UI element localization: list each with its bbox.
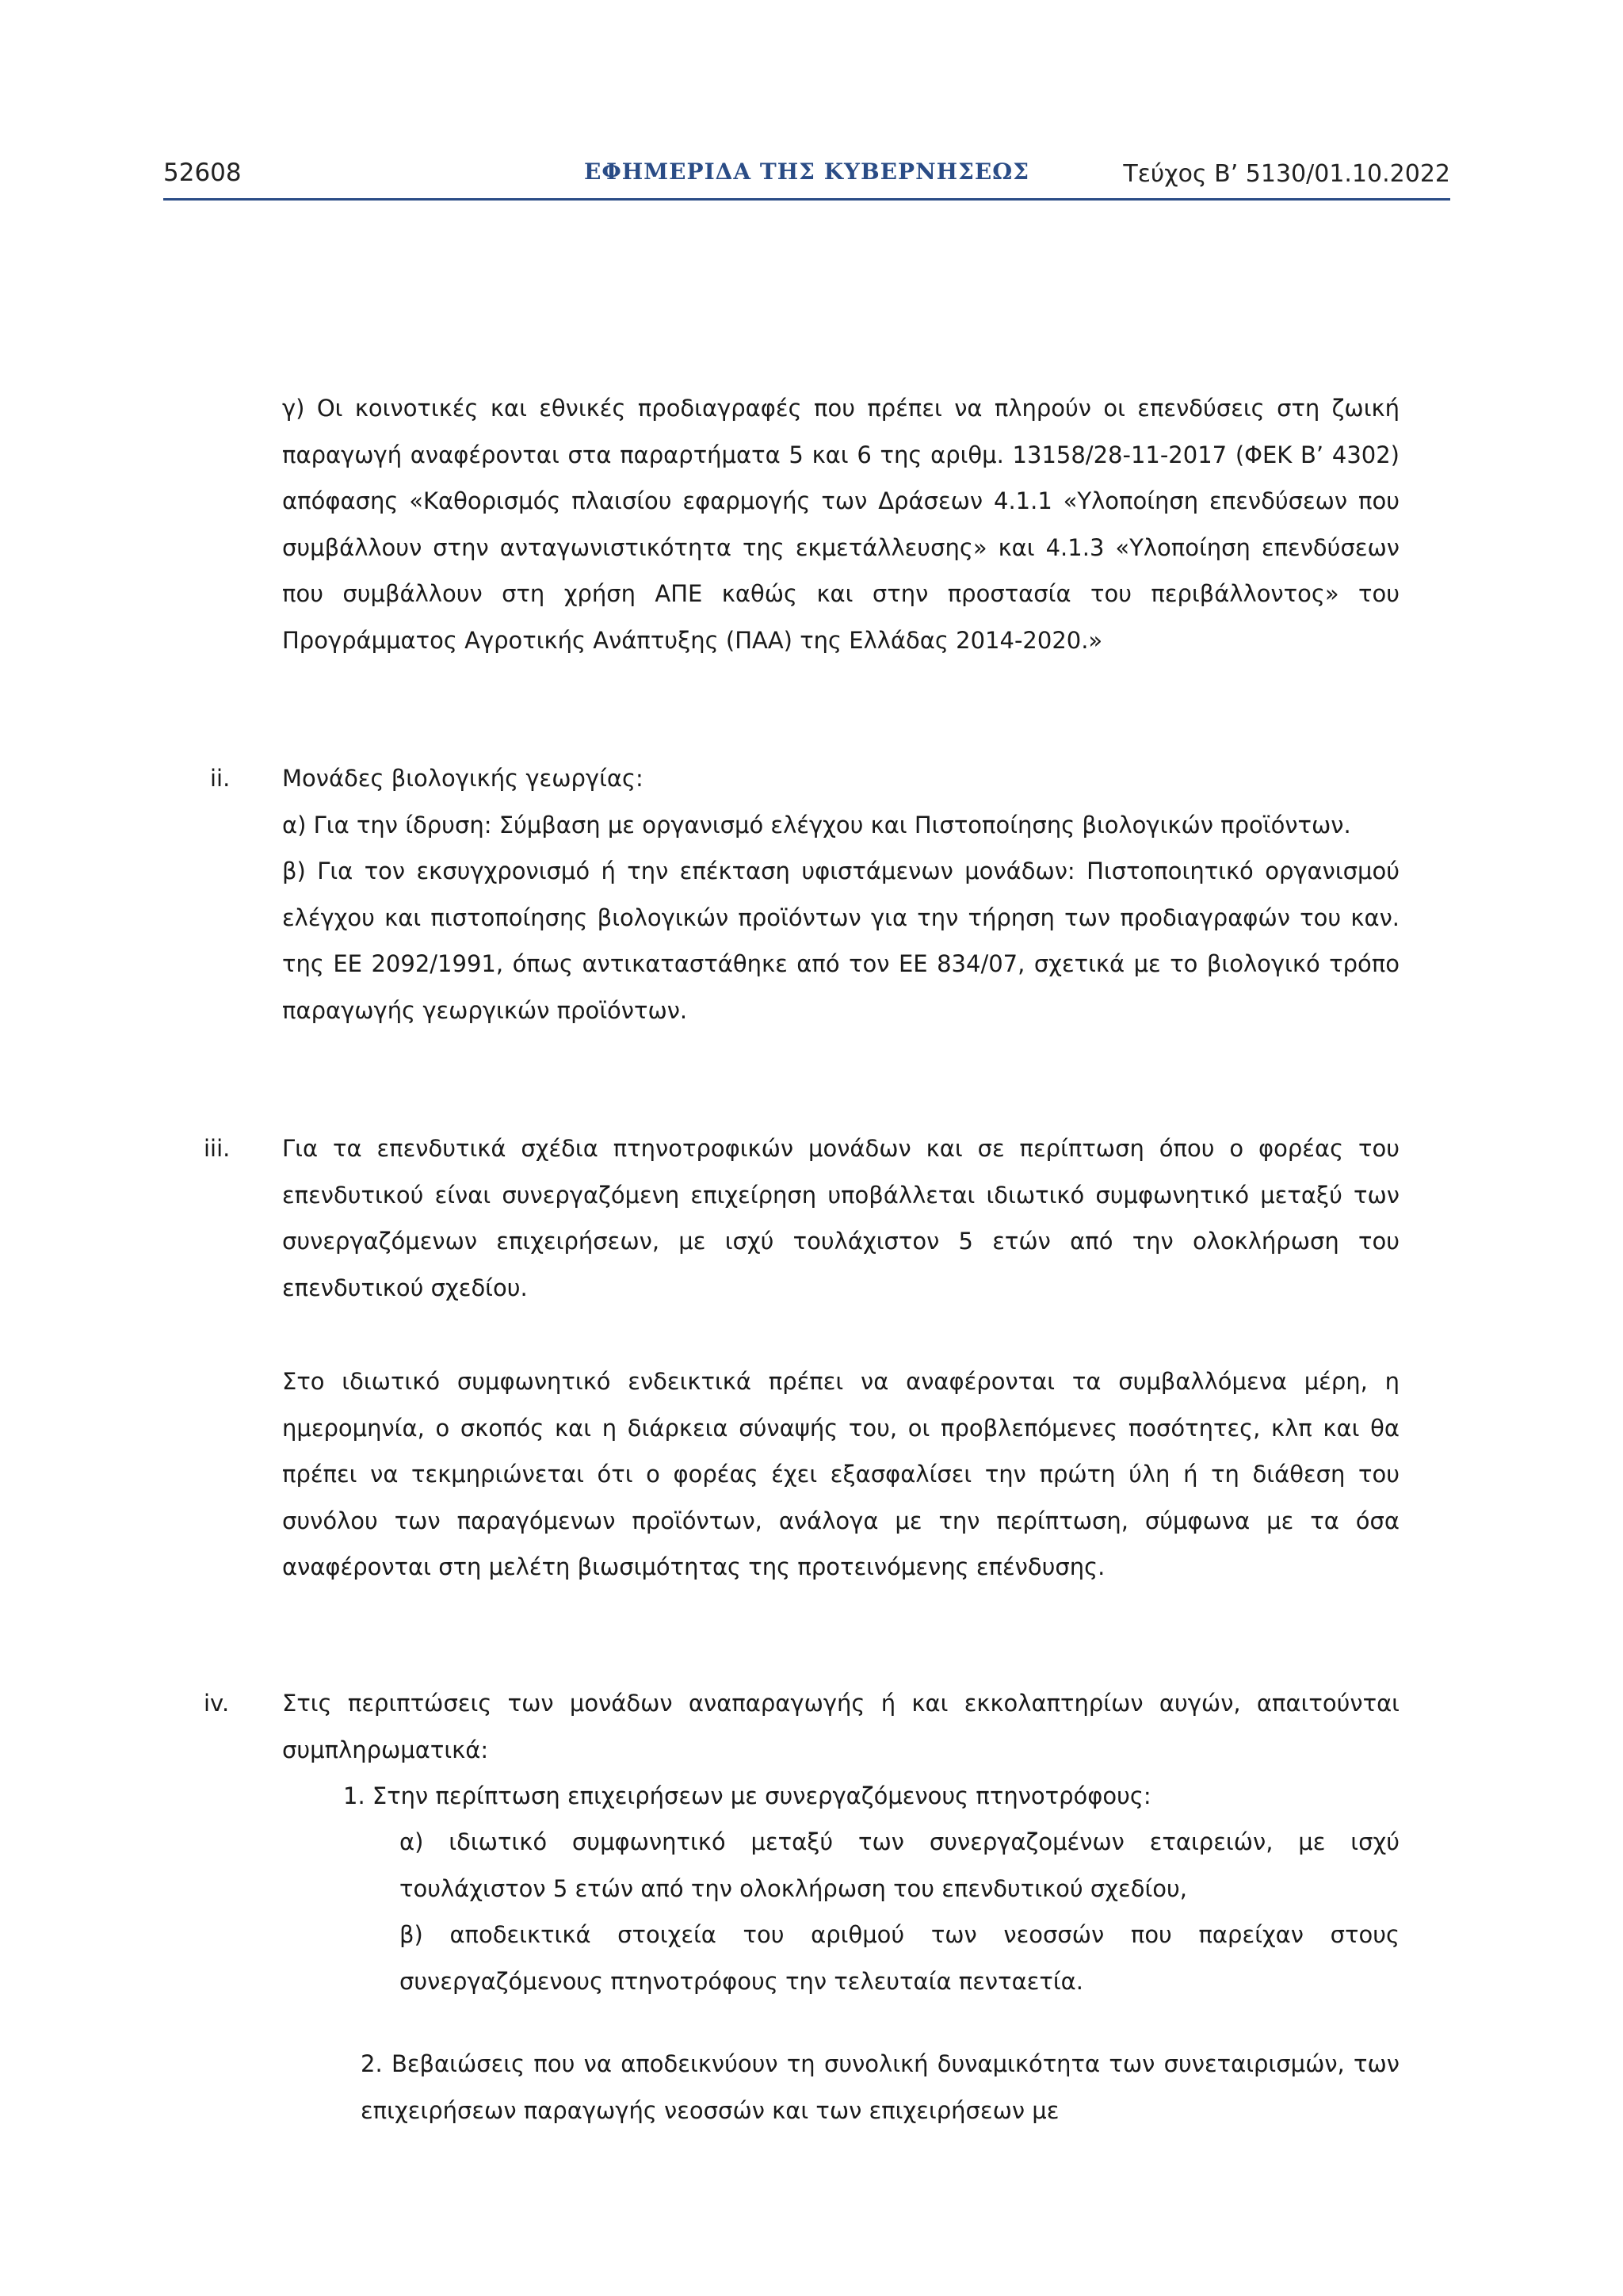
intro-paragraph	[282, 385, 1400, 663]
item-iv-intro: Στις περιπτώσεις των μονάδων αναπαραγωγής ή και εκκολαπτηρίων αυγών, απαιτούνται συμπληρωματικά:	[282, 1690, 1400, 1763]
item-iii-2	[282, 1358, 1400, 1591]
header-divider	[163, 198, 1450, 201]
page-header	[163, 159, 1450, 200]
item-iii	[282, 1125, 1400, 1311]
page-number: 52608	[163, 159, 242, 187]
item-ii-title: Μονάδες βιολογικής γεωργίας:	[282, 765, 643, 792]
item-ii-b: β) Για τον εκσυγχρονισμό ή την επέκταση υφιστάμενων μονάδων: Πιστοποιητικό οργανισμού ελέγχου και πιστοποίησης βιολογικών προϊόντων για την τήρηση των προδιαγραφών του καν. της ΕΕ 2092/1991, όπως αντικαταστάθηκε από τον ΕΕ 834/07, σχετικά με το βιολογικό τρόπο παραγωγής γεωργικών προϊόντων.	[282, 858, 1400, 1024]
item-ii-a: α) Για την ίδρυση: Σύμβαση με οργανισμό ελέγχου και Πιστοποίησης βιολογικών προϊόντων.	[282, 811, 1351, 839]
item-iv-sub2	[361, 2041, 1400, 2134]
publication-title: ΕΦΗΜΕΡΙΔΑ ΤΗΣ ΚΥΒΕΡΝΗΣΕΩΣ	[583, 159, 1029, 185]
item-iv-sub1	[343, 1773, 1400, 1820]
item-ii	[282, 755, 1400, 1033]
issue-info: Τεύχος Β’ 5130/01.10.2022	[1123, 160, 1450, 188]
item-iii-paragraph-2: Στο ιδιωτικό συμφωνητικό ενδεικτικά πρέπει να αναφέρονται τα συμβαλλόμενα μέρη, η ημερομηνία, ο σκοπός και η διάρκεια σύναψής του, οι προβλεπόμενες ποσότητες, κλπ και θα πρέπει να τεκμηριώνεται ότι ο φορέας έχει εξασφαλίσει την πρώτη ύλη ή τη διάθεση του συνόλου των παραγόμενων προϊόντων, ανάλογα με την περίπτωση, σύμφωνα με τα όσα αναφέρονται στη μελέτη βιωσιμότητας της προτεινόμενης επένδυσης.	[282, 1368, 1400, 1580]
item-iv-sub2-text: 2. Βεβαιώσεις που να αποδεικνύουν τη συνολική δυναμικότητα των συνεταιρισμών, των επιχειρήσεων παραγωγής νεοσσών και των επιχειρήσεων με	[361, 2050, 1400, 2124]
item-iv-sub1-a: α) ιδιωτικό συμφωνητικό μεταξύ των συνεργαζομένων εταιρειών, με ισχύ τουλάχιστον 5 ετών από την ολοκλήρωση του επενδυτικού σχεδίου,	[399, 1828, 1400, 1902]
item-iv-marker: iv.	[204, 1690, 230, 1717]
item-iv-sub1-heading: 1. Στην περίπτωση επιχειρήσεων με συνεργαζόμενους πτηνοτρόφους:	[343, 1782, 1151, 1809]
item-ii-marker: ii.	[210, 765, 231, 792]
item-iv-sub1-points	[399, 1819, 1400, 2004]
item-iii-paragraph-1: Για τα επενδυτικά σχέδια πτηνοτροφικών μονάδων και σε περίπτωση όπου ο φορέας του επενδυτικού είναι συνεργαζόμενη επιχείρηση υποβάλλεται ιδιωτικό συμφωνητικό μεταξύ των συνεργαζόμενων επιχειρήσεων, με ισχύ τουλάχιστον 5 ετών από την ολοκλήρωση του επενδυτικού σχεδίου.	[282, 1135, 1400, 1301]
intro-text: γ) Οι κοινοτικές και εθνικές προδιαγραφές που πρέπει να πληρούν οι επενδύσεις στη ζωική παραγωγή αναφέρονται στα παραρτήματα 5 και 6 της αριθμ. 13158/28-11-2017 (ΦΕΚ Β’ 4302) απόφασης «Καθορισμός πλαισίου εφαρμογής των Δράσεων 4.1.1 «Υλοποίηση επενδύσεων που συμβάλλουν στην ανταγωνιστικότητα της εκμετάλλευσης» και 4.1.3 «Υλοποίηση επενδύσεων που συμβάλλουν στη χρήση ΑΠΕ καθώς και στην προστασία του περιβάλλοντος» του Προγράμματος Αγροτικής Ανάπτυξης (ΠΑΑ) της Ελλάδας 2014-2020.»	[282, 395, 1400, 654]
item-iv-sub1-b: β) αποδεικτικά στοιχεία του αριθμού των νεοσσών που παρείχαν στους συνεργαζόμενους πτηνοτρόφους την τελευταία πενταετία.	[399, 1921, 1400, 1995]
item-iv	[282, 1680, 1400, 1773]
item-iii-marker: iii.	[204, 1135, 231, 1162]
